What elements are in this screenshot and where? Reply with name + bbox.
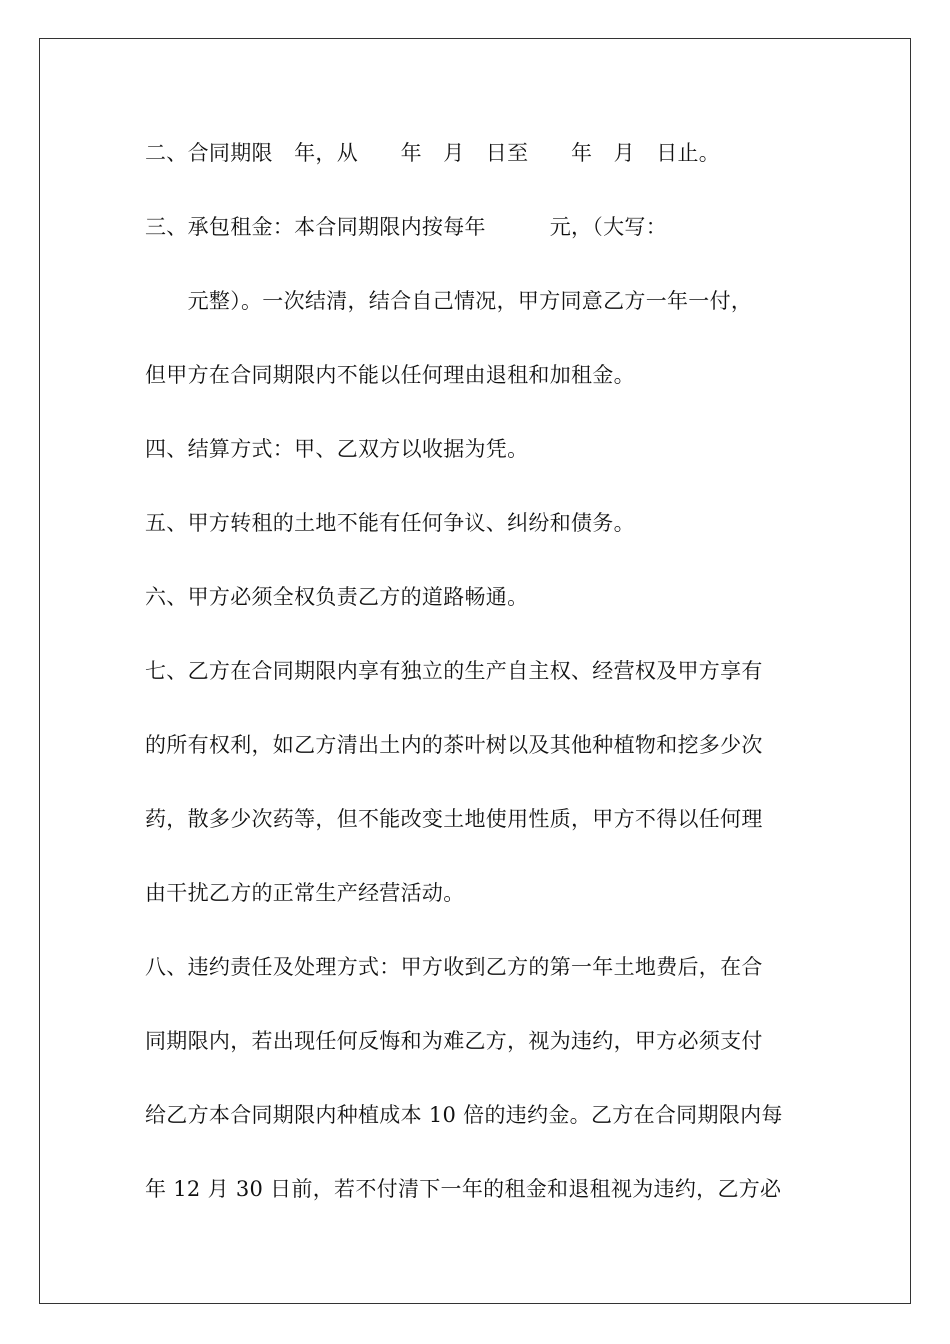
clause-3-line-1: 三、承包租金：本合同期限内按每年 元，（大写： bbox=[145, 215, 667, 239]
clause-7-line-4: 由干扰乙方的正常生产经营活动。 bbox=[145, 881, 465, 905]
clause-5-line-1: 五、甲方转租的土地不能有任何争议、纠纷和债务。 bbox=[145, 511, 635, 535]
clause-7-line-3: 药，散多少次药等，但不能改变土地使用性质，甲方不得以任何理 bbox=[145, 807, 763, 831]
clause-3-line-2: 元整）。一次结清，结合自己情况，甲方同意乙方一年一付， bbox=[145, 289, 753, 313]
clause-2-line-1: 二、合同期限 年，从 年 月 日至 年 月 日止。 bbox=[145, 141, 721, 165]
clause-7-line-2: 的所有权利，如乙方清出土内的茶叶树以及其他种植物和挖多少次 bbox=[145, 733, 763, 757]
clause-8-line-2: 同期限内，若出现任何反悔和为难乙方，视为违约，甲方必须支付 bbox=[145, 1029, 763, 1053]
clause-3-line-3: 但甲方在合同期限内不能以任何理由退租和加租金。 bbox=[145, 363, 635, 387]
clause-6-line-1: 六、甲方必须全权负责乙方的道路畅通。 bbox=[145, 585, 529, 609]
clause-8-line-4: 年 12 月 30 日前，若不付清下一年的租金和退租视为违约，乙方必 bbox=[145, 1177, 782, 1201]
clause-8-line-1: 八、违约责任及处理方式：甲方收到乙方的第一年土地费后，在合 bbox=[145, 955, 763, 979]
clause-4-line-1: 四、结算方式：甲、乙双方以收据为凭。 bbox=[145, 437, 529, 461]
clause-7-line-1: 七、乙方在合同期限内享有独立的生产自主权、经营权及甲方享有 bbox=[145, 659, 763, 683]
clause-8-line-3: 给乙方本合同期限内种植成本 10 倍的违约金。乙方在合同期限内每 bbox=[145, 1103, 783, 1127]
